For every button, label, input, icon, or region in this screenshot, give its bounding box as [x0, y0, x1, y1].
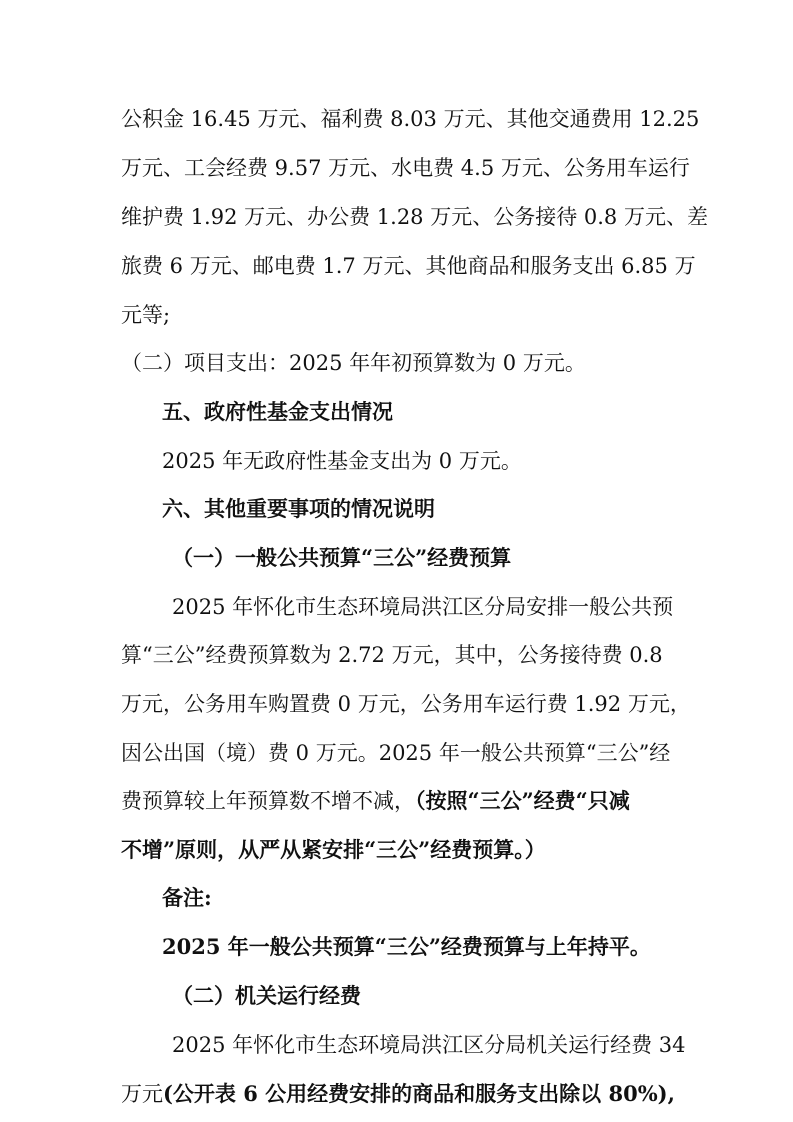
paragraph-line: 公积金 16.45 万元、福利费 8.03 万元、其他交通费用 12.25 [121, 107, 700, 131]
paragraph-line: 旅费 6 万元、邮电费 1.7 万元、其他商品和服务支出 6.85 万 [121, 254, 696, 278]
paragraph-text: 费预算较上年预算数不增不减， [121, 789, 415, 813]
paragraph-line: 元等; [121, 303, 171, 327]
paragraph-line: 2025 年无政府性基金支出为 0 万元。 [162, 449, 522, 473]
bold-note: （按照“三公”经费“只减 [415, 788, 630, 813]
subsection-heading: （一）一般公共预算“三公”经费预算 [172, 545, 512, 570]
paragraph-line: 维护费 1.92 万元、办公费 1.28 万元、公务接待 0.8 万元、差 [121, 205, 708, 229]
paragraph-line [0, 1079, 793, 1109]
paragraph-line: 不增”原则，从严从紧安排“三公”经费预算。） [121, 837, 546, 862]
note-heading: 备注: [162, 885, 212, 910]
subsection-heading: （二）机关运行经费 [172, 983, 361, 1008]
paragraph-line: 万元，公务用车购置费 0 万元，公务用车运行费 1.92 万元， [121, 692, 691, 716]
paragraph-line: （二）项目支出：2025 年年初预算数为 0 万元。 [121, 351, 586, 375]
section-heading: 五、政府性基金支出情况 [162, 399, 393, 424]
bold-note: (公开表 6 公用经费安排的商品和服务支出除以 80%), [163, 1081, 675, 1106]
paragraph-line: 2025 年怀化市生态环境局洪江区分局安排一般公共预 [172, 595, 674, 619]
note-text: 2025 年一般公共预算“三公”经费预算与上年持平。 [162, 934, 651, 959]
paragraph-line: 算“三公”经费预算数为 2.72 万元，其中，公务接待费 0.8 [121, 643, 663, 667]
paragraph-text: 万元 [121, 1082, 163, 1106]
paragraph-line: 因公出国（境）费 0 万元。2025 年一般公共预算“三公”经 [121, 741, 671, 765]
paragraph-line: 2025 年怀化市生态环境局洪江区分局机关运行经费 34 [172, 1033, 686, 1057]
paragraph-line [0, 786, 793, 816]
paragraph-line: 万元、工会经费 9.57 万元、水电费 4.5 万元、公务用车运行 [121, 156, 690, 180]
section-heading: 六、其他重要事项的情况说明 [162, 496, 435, 521]
